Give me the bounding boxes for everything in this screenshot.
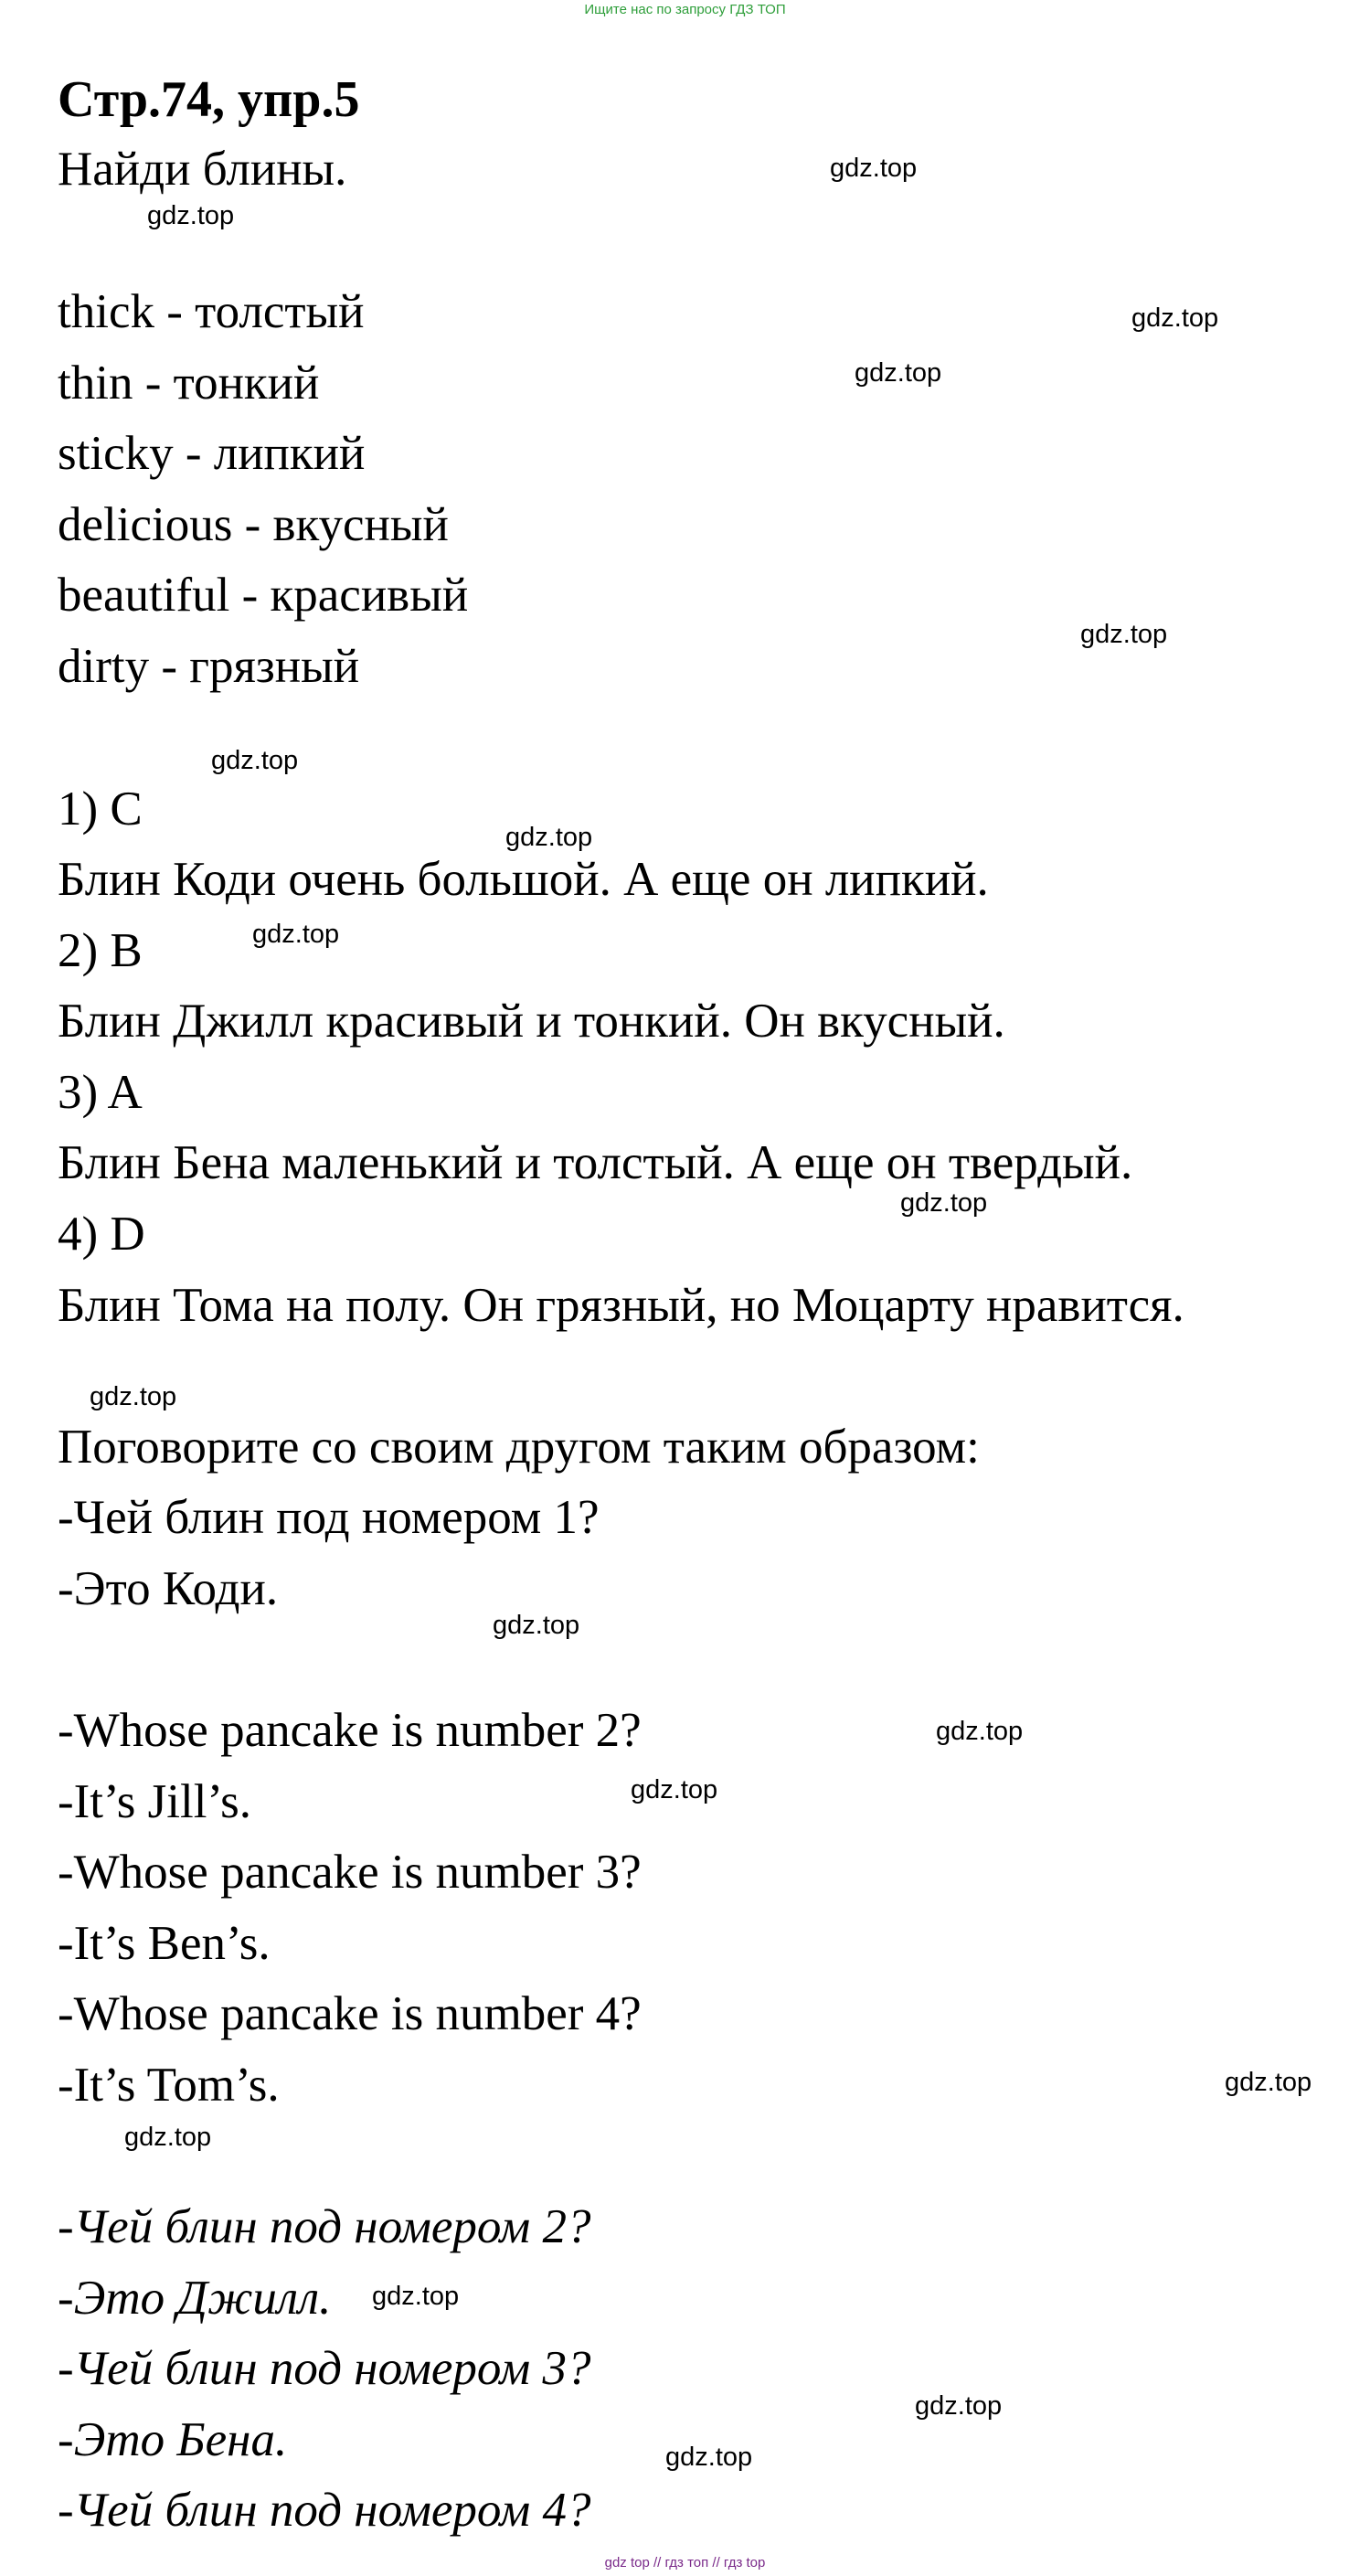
- watermark: gdz.top: [631, 1775, 718, 1804]
- answer-label: 3) A: [58, 1066, 143, 1119]
- answer-label: 2) B: [58, 924, 143, 977]
- watermark: gdz.top: [211, 746, 299, 775]
- dialogue-english-line: -It’s Ben’s.: [58, 1917, 271, 1970]
- watermark: gdz.top: [1225, 2068, 1312, 2097]
- vocab-item: thin - тонкий: [58, 357, 320, 410]
- watermark: gdz.top: [252, 920, 340, 949]
- footer-links[interactable]: gdz top // гдз топ // гдз top: [604, 2555, 766, 2571]
- watermark: gdz.top: [830, 154, 918, 183]
- dialogue-english-line: -Whose pancake is number 3?: [58, 1846, 642, 1899]
- watermark: gdz.top: [90, 1382, 177, 1411]
- dialogue-translation-line: -Чей блин под номером 3?: [58, 2342, 591, 2395]
- watermark: gdz.top: [493, 1611, 580, 1640]
- task-text: Найди блины.: [58, 143, 347, 196]
- dialogue-translation-line: -Чей блин под номером 4?: [58, 2484, 591, 2537]
- vocab-item: delicious - вкусный: [58, 498, 449, 551]
- dialogue-translation-line: -Чей блин под номером 2?: [58, 2200, 591, 2253]
- vocab-item: dirty - грязный: [58, 640, 360, 693]
- watermark: gdz.top: [936, 1717, 1024, 1746]
- watermark: gdz.top: [505, 823, 593, 852]
- dialogue-translation-line: -Это Джилл.: [58, 2272, 332, 2325]
- top-banner[interactable]: Ищите нас по запросу ГДЗ ТОП: [584, 2, 786, 17]
- dialogue-line: -Это Коди.: [58, 1562, 279, 1615]
- answer-label: 1) C: [58, 782, 143, 836]
- page-title: Стр.74, упр.5: [58, 71, 360, 128]
- watermark: gdz.top: [147, 201, 235, 230]
- watermark: gdz.top: [665, 2443, 753, 2472]
- dialogue-line: -Чей блин под номером 1?: [58, 1491, 600, 1544]
- dialogue-intro: Поговорите со своим другом таким образом:: [58, 1421, 980, 1474]
- watermark: gdz.top: [900, 1188, 988, 1218]
- answer-text: Блин Бена маленький и толстый. А еще он твердый.: [58, 1136, 1133, 1189]
- watermark: gdz.top: [915, 2391, 1003, 2421]
- dialogue-english-line: -Whose pancake is number 4?: [58, 1987, 642, 2040]
- dialogue-english-line: -Whose pancake is number 2?: [58, 1704, 642, 1757]
- answer-text: Блин Джилл красивый и тонкий. Он вкусный.: [58, 995, 1005, 1048]
- watermark: gdz.top: [855, 358, 942, 388]
- watermark: gdz.top: [372, 2282, 460, 2311]
- vocab-item: beautiful - красивый: [58, 569, 469, 622]
- answer-text: Блин Коди очень большой. А еще он липкий.: [58, 853, 989, 906]
- vocab-item: thick - толстый: [58, 285, 365, 338]
- dialogue-english-line: -It’s Tom’s.: [58, 2059, 280, 2112]
- dialogue-english-line: -It’s Jill’s.: [58, 1775, 252, 1828]
- answer-label: 4) D: [58, 1208, 145, 1261]
- vocab-item: sticky - липкий: [58, 427, 366, 480]
- answer-text: Блин Тома на полу. Он грязный, но Моцарту нравится.: [58, 1279, 1184, 1332]
- watermark: gdz.top: [1131, 303, 1219, 333]
- dialogue-translation-line: -Это Бена.: [58, 2413, 288, 2466]
- watermark: gdz.top: [124, 2123, 212, 2152]
- watermark: gdz.top: [1080, 620, 1168, 649]
